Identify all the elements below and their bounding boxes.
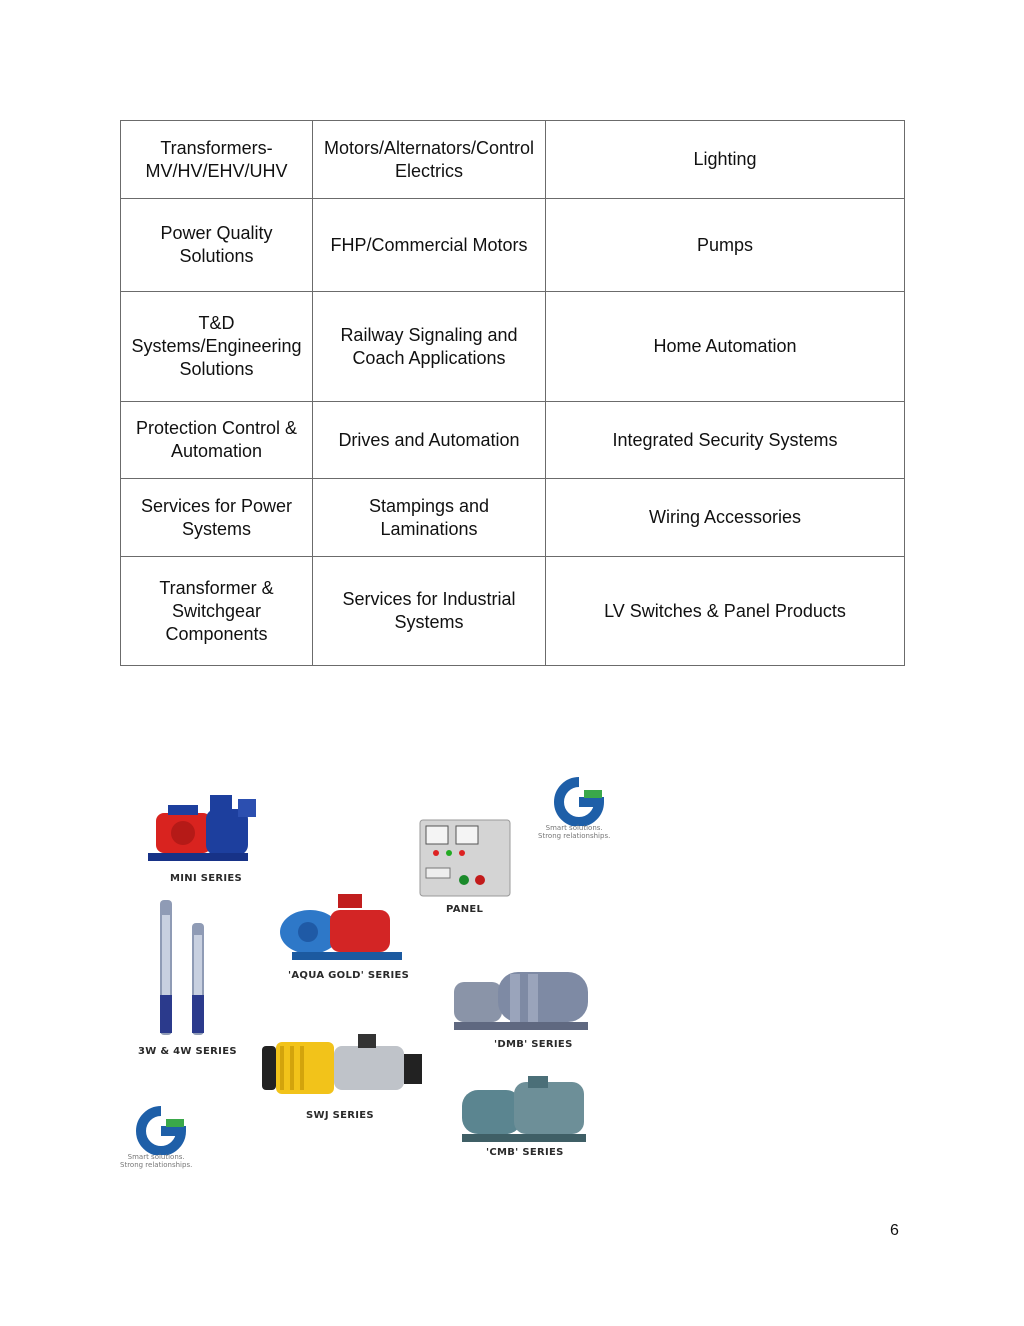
submersible-pumps-image <box>148 895 218 1040</box>
table-cell: Motors/Alternators/Control Electrics <box>313 121 546 199</box>
table-cell: Services for Power Systems <box>121 479 313 557</box>
table-cell: Transformers-MV/HV/EHV/UHV <box>121 121 313 199</box>
aqua-gold-pump-image <box>268 888 408 968</box>
cg-logo <box>544 776 614 826</box>
table-row <box>121 479 905 557</box>
table-row <box>121 199 905 292</box>
panel-image <box>416 818 516 900</box>
table-cell: Integrated Security Systems <box>546 402 905 479</box>
logo-tagline: Smart solutions. Strong relationships. <box>120 1153 193 1169</box>
dmb-pump-image <box>448 960 598 1040</box>
table-cell: Drives and Automation <box>313 402 546 479</box>
table-cell: Stampings and Laminations <box>313 479 546 557</box>
table-cell: FHP/Commercial Motors <box>313 199 546 292</box>
table-cell: Railway Signaling and Coach Applications <box>313 292 546 402</box>
table-cell: Power Quality Solutions <box>121 199 313 292</box>
table-row <box>121 121 905 199</box>
table-cell: Home Automation <box>546 292 905 402</box>
table-cell: Transformer & Switchgear Components <box>121 557 313 666</box>
caption-swj-series: SWJ SERIES <box>306 1110 374 1121</box>
table-cell: Services for Industrial Systems <box>313 557 546 666</box>
cmb-pump-image <box>458 1072 598 1152</box>
caption-mini-series: MINI SERIES <box>170 873 243 884</box>
caption-3w-4w-series: 3W & 4W SERIES <box>138 1046 237 1057</box>
table-row <box>121 402 905 479</box>
table-cell: Lighting <box>546 121 905 199</box>
table-row <box>121 292 905 402</box>
page-number: 6 <box>890 1222 899 1239</box>
pump-products-image <box>118 770 638 1180</box>
table-cell: T&D Systems/Engineering Solutions <box>121 292 313 402</box>
logo-tagline: Smart solutions. Strong relationships. <box>538 824 611 840</box>
cg-logo <box>126 1105 196 1155</box>
caption-panel: PANEL <box>446 904 484 915</box>
table-row <box>121 557 905 666</box>
table-cell: Pumps <box>546 199 905 292</box>
mini-series-pump-image <box>138 785 268 875</box>
swj-pump-image <box>258 1032 428 1112</box>
table-cell: Wiring Accessories <box>546 479 905 557</box>
caption-aqua-gold-series: 'AQUA GOLD' SERIES <box>288 970 410 981</box>
table-cell: Protection Control & Automation <box>121 402 313 479</box>
table-cell: LV Switches & Panel Products <box>546 557 905 666</box>
caption-dmb-series: 'DMB' SERIES <box>494 1039 573 1050</box>
product-range-table <box>120 120 905 666</box>
caption-cmb-series: 'CMB' SERIES <box>486 1147 564 1158</box>
